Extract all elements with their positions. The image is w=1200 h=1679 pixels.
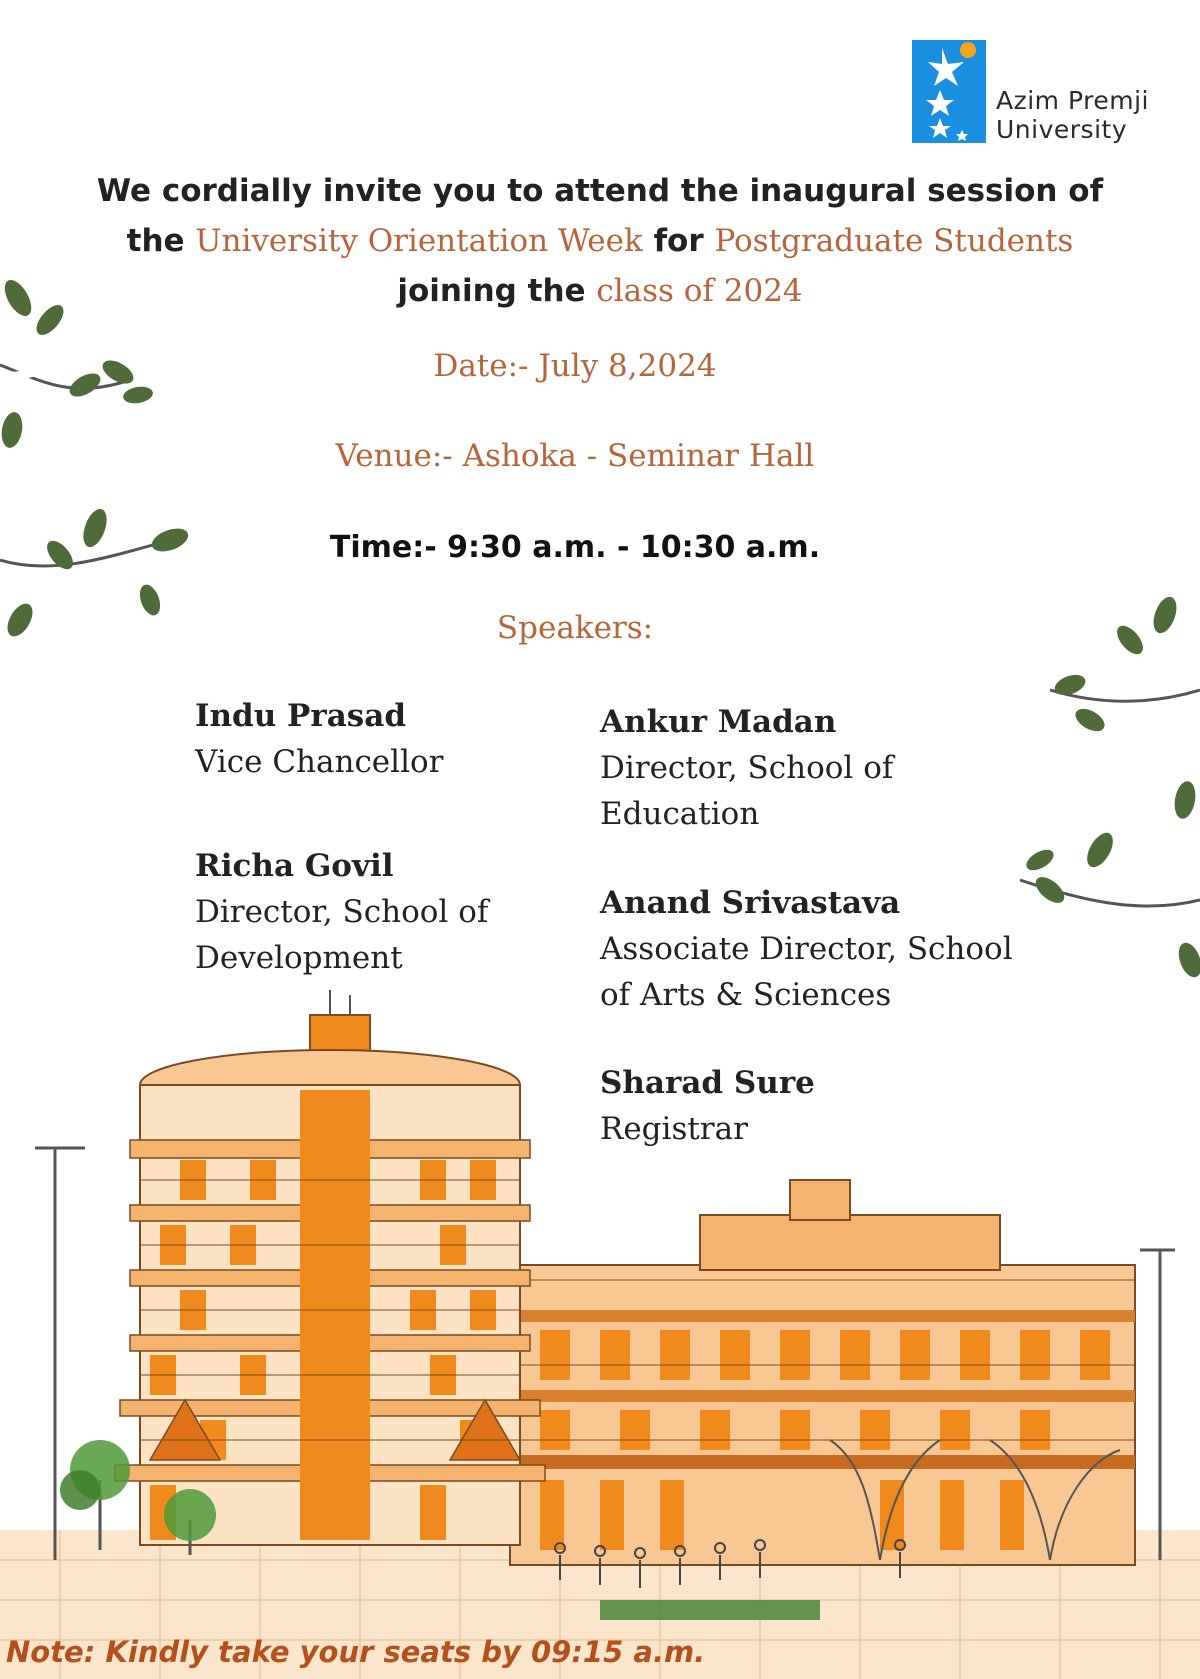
speaker-role: Director, School of: [195, 894, 489, 930]
speaker-name: Ankur Madan: [600, 704, 837, 740]
branch-right-icon: [1020, 594, 1200, 981]
headline-text-2c: for: [653, 223, 704, 259]
invitation-headline: [60, 166, 1140, 316]
headline-line-3: [60, 266, 1140, 316]
seating-note: Note: Kindly take your seats by 09:15 a.m.: [6, 1635, 706, 1669]
speaker-role: Director, School of: [600, 750, 894, 786]
speaker-role: Development: [195, 940, 403, 976]
lamp-post-right-icon: [1140, 1250, 1175, 1560]
speaker-card: [600, 880, 1013, 1018]
headline-text-3a: joining the: [397, 273, 586, 309]
headline-line-2: [60, 216, 1140, 266]
logo-text: [996, 86, 1149, 144]
class-year: class of 2024: [596, 273, 803, 309]
speaker-role: Education: [600, 796, 760, 832]
program-name: University Orientation Week: [195, 223, 643, 259]
speaker-name: Indu Prasad: [195, 698, 406, 734]
logo-line-2: University: [996, 115, 1128, 144]
headline-text-1: We cordially invite you to attend the inaugural session of: [96, 173, 1104, 209]
round-tower-building: [115, 990, 545, 1545]
event-time: Time:- 9:30 a.m. - 10:30 a.m.: [329, 530, 821, 565]
event-date: Date:- July 8,2024: [433, 348, 717, 384]
speaker-role: Associate Director, School: [600, 931, 1013, 967]
audience-name: Postgraduate Students: [714, 223, 1074, 259]
academic-block-building: [510, 1180, 1135, 1565]
speaker-role: Registrar: [600, 1111, 748, 1147]
speaker-role: Vice Chancellor: [195, 744, 444, 780]
headline-line-1: [60, 166, 1140, 216]
stars-mark-icon: [912, 40, 986, 143]
speaker-card: [600, 1060, 815, 1152]
speaker-name: Sharad Sure: [600, 1065, 815, 1101]
university-logo: [912, 40, 1162, 150]
speaker-name: Richa Govil: [195, 848, 394, 884]
speaker-card: [600, 699, 893, 837]
logo-line-1: Azim Premji: [996, 86, 1149, 115]
headline-text-2a: the: [126, 223, 185, 259]
speakers-heading: Speakers:: [496, 610, 654, 646]
speaker-name: Anand Srivastava: [600, 885, 901, 921]
speaker-card: [195, 843, 488, 981]
speaker-role: of Arts & Sciences: [600, 977, 892, 1013]
speaker-card: [195, 693, 443, 785]
event-venue: Venue:- Ashoka - Seminar Hall: [335, 438, 815, 474]
